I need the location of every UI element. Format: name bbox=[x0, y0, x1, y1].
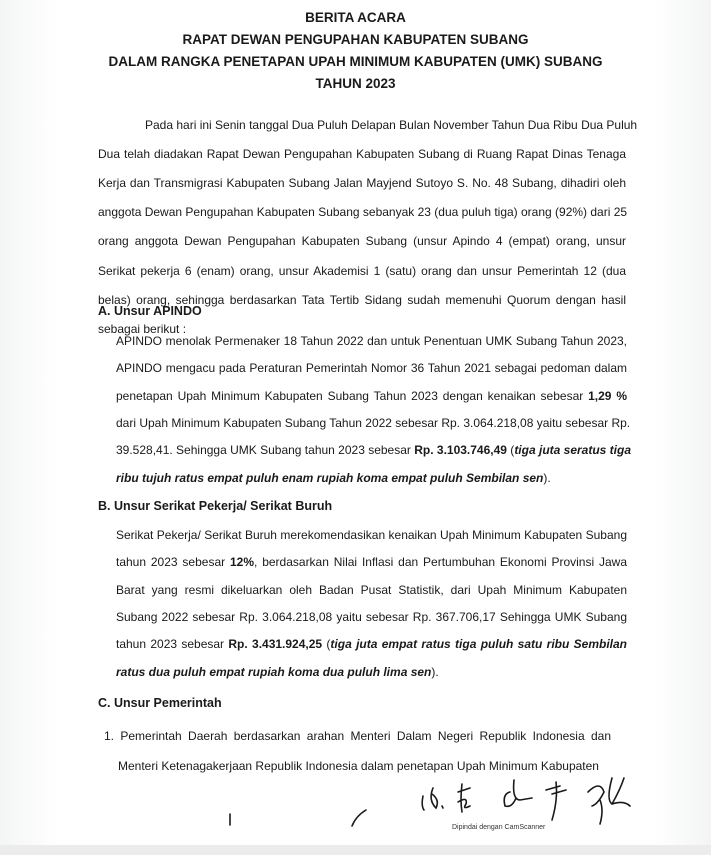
text-line bbox=[116, 528, 627, 542]
signature-mark bbox=[546, 782, 566, 820]
text-segment: Barat yang resmi dikeluarkan oleh Badan Pusat Statistik, dari Upah Minimum Kabupaten bbox=[116, 582, 627, 597]
text-line bbox=[116, 361, 627, 375]
text-segment: Subang 2022 sebesar Rp. 3.064.218,08 yaitu sebesar Rp. 367.706,17 Sehingga UMK Subang bbox=[116, 609, 627, 624]
text-segment: dari Upah Minimum Kabupaten Subang Tahun 2022 sebesar Rp. 3.064.218,08 yaitu sebesar Rp. bbox=[116, 415, 631, 430]
text-segment: Rp. 3.431.924,25 bbox=[228, 637, 323, 652]
text-segment: 12% bbox=[229, 555, 255, 570]
signature-mark bbox=[458, 784, 470, 812]
text-line bbox=[116, 583, 627, 597]
text-segment: Serikat pekerja 6 (enam) orang, unsur Akademisi 1 (satu) orang dan unsur Pemerintah 12 (dua bbox=[98, 263, 626, 278]
text-line bbox=[116, 334, 627, 348]
text-line bbox=[116, 471, 627, 485]
text-segment: ). bbox=[543, 470, 551, 485]
text-segment: tiga juta empat ratus tiga puluh satu ribu Sembilan bbox=[330, 637, 627, 652]
text-segment: tiga juta seratus tiga bbox=[514, 443, 632, 458]
text-line bbox=[104, 729, 611, 743]
text-line bbox=[98, 264, 626, 278]
text-line bbox=[116, 665, 627, 679]
text-segment: Rp. 3.103.746,49 bbox=[414, 443, 507, 458]
text-segment: Serikat Pekerja/ Serikat Buruh merekomendasikan kenaikan Upah Minimum Kabupaten Subang bbox=[116, 528, 627, 542]
section-c-heading: C. Unsur Pemerintah bbox=[98, 696, 222, 710]
text-segment: tahun 2023 sebesar bbox=[116, 637, 229, 652]
text-segment: APINDO menolak Permenaker 18 Tahun 2022 dan untuk Penentuan UMK Subang Tahun 2023, bbox=[116, 334, 627, 348]
signatures bbox=[0, 770, 711, 830]
text-line bbox=[116, 415, 631, 430]
text-line bbox=[116, 389, 627, 403]
text-segment: tahun 2023 sebesar bbox=[116, 555, 230, 570]
signature-mark bbox=[588, 778, 630, 824]
text-segment: Pada hari ini Senin tanggal Dua Puluh Delapan Bulan November Tahun Dua Ribu Dua Puluh bbox=[145, 118, 638, 132]
text-line bbox=[98, 176, 626, 190]
bottom-band bbox=[0, 845, 711, 855]
section-a-heading: A. Unsur APINDO bbox=[98, 304, 202, 318]
text-line bbox=[116, 637, 627, 651]
text-line bbox=[116, 610, 627, 624]
text-segment: 1. Pemerintah Daerah berdasarkan arahan Menteri Dalam Negeri Republik Indonesia dan bbox=[104, 729, 611, 743]
text-line bbox=[98, 234, 626, 248]
text-segment: ( bbox=[322, 637, 331, 652]
signature-mark bbox=[422, 788, 443, 810]
title-line: BERITA ACARA bbox=[305, 10, 406, 25]
text-segment: ). bbox=[431, 664, 439, 679]
text-line bbox=[116, 443, 632, 458]
signature-mark bbox=[352, 810, 366, 826]
camscanner-watermark: Dipindai dengan CamScanner bbox=[452, 824, 546, 831]
text-segment: belas) orang, sehingga berdasarkan Tata Tertib Sidang sudah memenuhi Quorum dengan hasil bbox=[98, 292, 626, 307]
text-segment: penetapan Upah Minimum Kabupaten Subang Tahun 2023 dengan kenaikan sebesar bbox=[116, 388, 589, 403]
text-segment: , berdasarkan Nilai Inflasi dan Pertumbuhan Ekonomi Provinsi Jawa bbox=[254, 555, 628, 570]
text-segment: Dua telah diadakan Rapat Dewan Pengupahan Kabupaten Subang di Ruang Rapat Dinas Tenaga bbox=[98, 147, 626, 162]
text-segment: 39.528,41. Sehingga UMK Subang tahun 2023 sebesar bbox=[116, 443, 415, 458]
text-segment: Menteri Ketenagakerjaan Republik Indonesia dalam penetapan Upah Minimum Kabupaten bbox=[118, 758, 599, 773]
text-line bbox=[145, 118, 638, 132]
text-segment: ribu tujuh ratus empat puluh enam rupiah koma empat puluh Sembilan sen bbox=[116, 470, 544, 485]
title-line: TAHUN 2023 bbox=[315, 76, 396, 91]
section-b-heading: B. Unsur Serikat Pekerja/ Serikat Buruh bbox=[98, 499, 333, 513]
text-segment: anggota Dewan Pengupahan Kabupaten Subang sebanyak 23 (dua puluh tiga) orang (92%) dari 25 bbox=[98, 205, 628, 220]
title-line: DALAM RANGKA PENETAPAN UPAH MINIMUM KABUPATEN (UMK) SUBANG bbox=[108, 54, 603, 69]
text-segment: Kerja dan Transmigrasi Kabupaten Subang Jalan Mayjend Sutoyo S. No. 48 Subang, dihadiri oleh bbox=[98, 176, 626, 191]
text-segment: ( bbox=[506, 443, 515, 458]
text-segment: orang anggota Dewan Pengupahan Kabupaten Subang (unsur Apindo 4 (empat) orang, unsur bbox=[98, 234, 626, 249]
text-segment: APINDO mengacu pada Peraturan Pemerintah Nomor 36 Tahun 2021 sebagai pedoman dalam bbox=[116, 361, 627, 376]
text-line bbox=[98, 147, 626, 161]
text-segment: 1,29 % bbox=[588, 388, 627, 403]
text-segment: ratus dua puluh empat rupiah koma dua puluh lima sen bbox=[116, 664, 432, 679]
text-line bbox=[116, 555, 627, 569]
signature-mark bbox=[504, 780, 532, 806]
text-line bbox=[98, 205, 626, 219]
text-segment: sebagai berikut : bbox=[98, 321, 187, 336]
title-line: RAPAT DEWAN PENGUPAHAN KABUPATEN SUBANG bbox=[182, 32, 529, 47]
